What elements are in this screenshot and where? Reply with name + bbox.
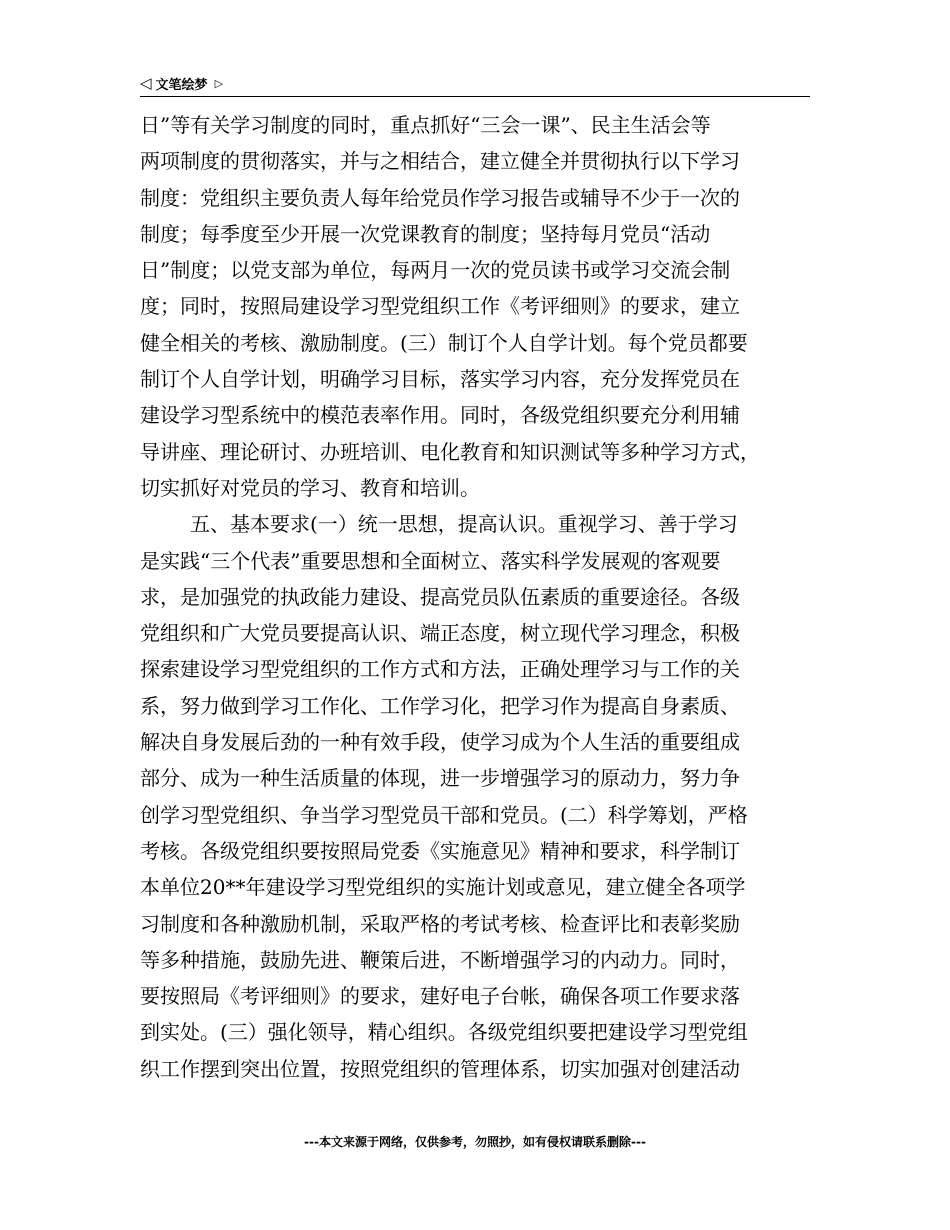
text-line: 制度；每季度至少开展一次党课教育的制度；坚持每月党员“活动 bbox=[140, 221, 711, 246]
header-title: 文笔绘梦 bbox=[155, 77, 208, 93]
paragraph-1 bbox=[140, 107, 808, 506]
text-line: 部分、成为一种生活质量的体现，进一步增强学习的原动力，努力争 bbox=[140, 766, 740, 791]
document-body bbox=[140, 107, 808, 1087]
text-line: 日”制度；以党支部为单位，每两月一次的党员读书或学习交流会制 bbox=[140, 258, 731, 283]
text-line: 系，努力做到学习工作化、工作学习化，把学习作为提高自身素质、 bbox=[140, 693, 740, 718]
text-line: 要按照局《考评细则》的要求，建好电子台帐，确保各项工作要求落 bbox=[140, 984, 740, 1009]
text-line: 日”等有关学习制度的同时，重点抓好“三会一课”、民主生活会等 bbox=[140, 113, 711, 137]
text-line: 健全相关的考核、激励制度。(三）制订个人自学计划。每个党员都要 bbox=[140, 330, 748, 355]
text-line: 两项制度的贯彻落实，并与之相结合，建立健全并贯彻执行以下学习 bbox=[140, 149, 740, 174]
text-line: 到实处。(三）强化领导，精心组织。各级党组织要把建设学习型党组 bbox=[140, 1020, 748, 1045]
text-line: 考核。各级党组织要按照局党委《实施意见》精神和要求，科学制订 bbox=[140, 838, 740, 863]
text-line: 创学习型党组织、争当学习型党员干部和党员。(二）科学筹划，严格 bbox=[140, 802, 748, 827]
text-line: 党组织和广大党员要提高认识、端正态度，树立现代学习理念，积极 bbox=[140, 621, 740, 646]
text-line: 是实践“三个代表”重要思想和全面树立、落实科学发展观的客观要 bbox=[140, 548, 721, 573]
text-line: 等多种措施，鼓励先进、鞭策后进，不断增强学习的内动力。同时， bbox=[140, 947, 740, 972]
footer-disclaimer: ---本文来源于网络，仅供参考，勿照抄，如有侵权请联系删除--- bbox=[304, 1135, 646, 1149]
triangle-left-icon: ◁ bbox=[140, 74, 152, 92]
header-divider bbox=[140, 96, 810, 97]
text-line: 制度：党组织主要负责人每年给党员作学习报告或辅导不少于一次的 bbox=[140, 185, 740, 210]
text-line: 切实抓好对党员的学习、教育和培训。 bbox=[140, 475, 480, 500]
text-line: 探索建设学习型党组织的工作方式和方法，正确处理学习与工作的关 bbox=[140, 657, 740, 682]
text-line: 本单位20**年建设学习型党组织的实施计划或意见，建立健全各项学 bbox=[140, 875, 746, 900]
text-line: 解决自身发展后劲的一种有效手段，使学习成为个人生活的重要组成 bbox=[140, 730, 740, 755]
paragraph-2 bbox=[140, 506, 808, 1087]
page-header bbox=[140, 72, 810, 94]
text-line: 求，是加强党的执政能力建设、提高党员队伍素质的重要途径。各级 bbox=[140, 584, 740, 609]
triangle-right-icon: ▷ bbox=[214, 76, 224, 90]
text-line: 度；同时，按照局建设学习型党组织工作《考评细则》的要求，建立 bbox=[140, 294, 740, 319]
text-line: 习制度和各种激励机制，采取严格的考试考核、检查评比和表彰奖励 bbox=[140, 911, 740, 936]
text-line: 制订个人自学计划，明确学习目标，落实学习内容，充分发挥党员在 bbox=[140, 367, 740, 392]
text-line: 导讲座、理论研讨、办班培训、电化教育和知识测试等多种学习方式， bbox=[140, 439, 760, 464]
text-line: 建设学习型系统中的模范表率作用。同时，各级党组织要充分利用辅 bbox=[140, 403, 740, 428]
text-line: 五、基本要求(一）统一思想，提高认识。重视学习、善于学习 bbox=[190, 512, 738, 537]
text-line: 织工作摆到突出位置，按照党组织的管理体系，切实加强对创建活动 bbox=[140, 1056, 740, 1081]
